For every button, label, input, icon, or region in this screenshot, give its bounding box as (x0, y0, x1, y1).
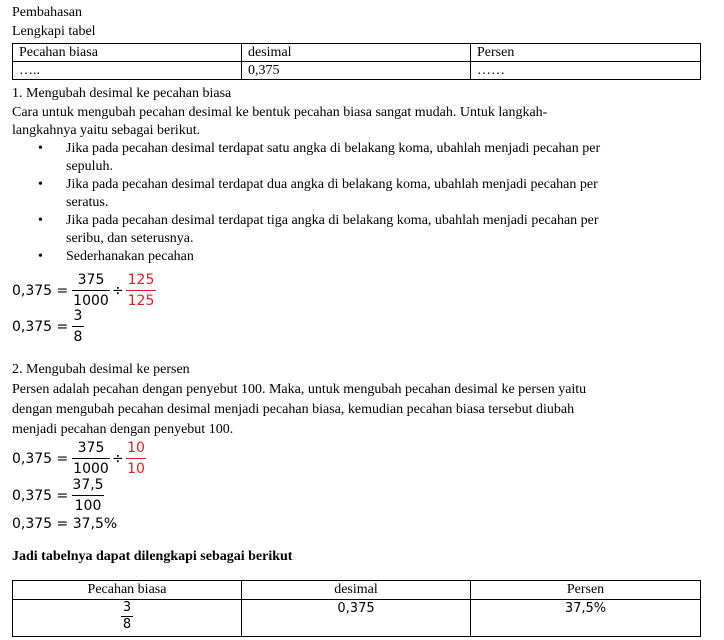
steps-list (12, 140, 692, 266)
list-item (12, 212, 692, 248)
table-cell: …… (471, 62, 701, 80)
section1-heading: 1. Mengubah desimal ke pecahan biasa (12, 86, 232, 101)
list-item (12, 176, 692, 212)
fraction (72, 307, 84, 346)
list-item-text: seratus. (66, 195, 109, 210)
table-cell: ….. (13, 62, 242, 80)
bullet-icon: • (38, 177, 43, 192)
equation-lhs: 0,375 = (12, 451, 69, 467)
fraction-highlighted (126, 439, 146, 478)
divide-operator: ÷ (112, 283, 124, 299)
list-item-text: Jika pada pecahan desimal terdapat satu angka di belakang koma, ubahlah menjadi pecahan per (66, 141, 601, 156)
fraction-bar (72, 326, 84, 327)
fraction (121, 600, 133, 633)
fraction-bar (72, 458, 110, 459)
table-header-cell: Pecahan biasa (13, 581, 242, 600)
section2-paragraph-line: dengan mengubah pecahan desimal menjadi pecahan biasa, kemudian pecahan biasa tersebut diubah (12, 402, 575, 417)
table-header-cell: Persen (471, 44, 701, 62)
list-item-text: Sederhanakan pecahan (66, 249, 194, 264)
table-header-row (13, 44, 701, 62)
page-title: Pembahasan (12, 5, 82, 20)
fraction-numerator: 375 (77, 272, 105, 288)
table-header-cell: desimal (242, 44, 471, 62)
table-header-cell: Persen (471, 581, 701, 600)
table-cell: 0,375 (242, 62, 471, 80)
section2-paragraph-line: menjadi pecahan dengan penyebut 100. (12, 422, 234, 437)
bullet-icon: • (38, 249, 43, 264)
table-cell: 0,375 (242, 600, 471, 637)
table-header-row (13, 581, 701, 600)
list-item-text: sepuluh. (66, 159, 114, 174)
fraction-bar (126, 290, 156, 291)
question-table (12, 43, 701, 80)
table-header-cell: desimal (242, 581, 471, 600)
fraction-denominator: 8 (73, 329, 83, 345)
fraction-numerator: 37,5 (72, 477, 104, 493)
table-row (13, 62, 701, 80)
fraction-denominator: 8 (122, 617, 132, 632)
section1-paragraph-line: Cara untuk mengubah pecahan desimal ke bentuk pecahan biasa sangat mudah. Untuk langkah- (12, 105, 548, 120)
fraction-numerator: 3 (73, 308, 83, 324)
conclusion-text: Jadi tabelnya dapat dilengkapi sebagai berikut (12, 549, 293, 564)
page-subtitle: Lengkapi tabel (12, 24, 96, 39)
fraction-denominator: 100 (74, 498, 102, 514)
list-item-text: seribu, dan seterusnya. (66, 231, 194, 246)
section1-paragraph-line: langkahnya yaitu sebagai berikut. (12, 123, 201, 138)
section2-paragraph-line: Persen adalah pecahan dengan penyebut 100. Maka, untuk mengubah pecahan desimal ke persen yaitu (12, 382, 587, 397)
fraction-bar (126, 458, 146, 459)
bullet-icon: • (38, 213, 43, 228)
list-item (12, 140, 692, 176)
fraction-denominator: 10 (127, 461, 145, 477)
conclusion-heading (12, 548, 292, 566)
list-item-text: Jika pada pecahan desimal terdapat tiga angka di belakang koma, ubahlah menjadi pecahan per (66, 213, 599, 228)
fraction (72, 271, 110, 310)
fraction-numerator: 125 (127, 272, 155, 288)
fraction-denominator: 1000 (73, 293, 109, 309)
fraction-bar (72, 290, 110, 291)
fraction-numerator: 10 (127, 440, 145, 456)
table-row (13, 600, 701, 637)
fraction-denominator: 125 (127, 293, 155, 309)
fraction-bar (72, 495, 104, 496)
equation-lhs: 0,375 = (12, 283, 69, 299)
fraction-numerator: 3 (122, 600, 132, 615)
equation-lhs: 0,375 = (12, 488, 69, 504)
equation-lhs: 0,375 = (12, 319, 69, 335)
bullet-icon: • (38, 141, 43, 156)
table-cell (13, 600, 242, 637)
fraction-numerator: 375 (77, 440, 105, 456)
table-cell: 37,5% (471, 600, 701, 637)
equation-2c: 0,375 = 37,5% (12, 516, 118, 532)
fraction-denominator: 1000 (73, 461, 109, 477)
answer-table (12, 580, 701, 637)
table-header-cell: Pecahan biasa (13, 44, 242, 62)
section2-heading: 2. Mengubah desimal ke persen (12, 362, 190, 377)
fraction (72, 476, 104, 515)
list-item-text: Jika pada pecahan desimal terdapat dua angka di belakang koma, ubahlah menjadi pecahan per (66, 177, 598, 192)
fraction (72, 439, 110, 478)
fraction-highlighted (126, 271, 156, 310)
list-item (12, 248, 692, 266)
divide-operator: ÷ (112, 451, 124, 467)
